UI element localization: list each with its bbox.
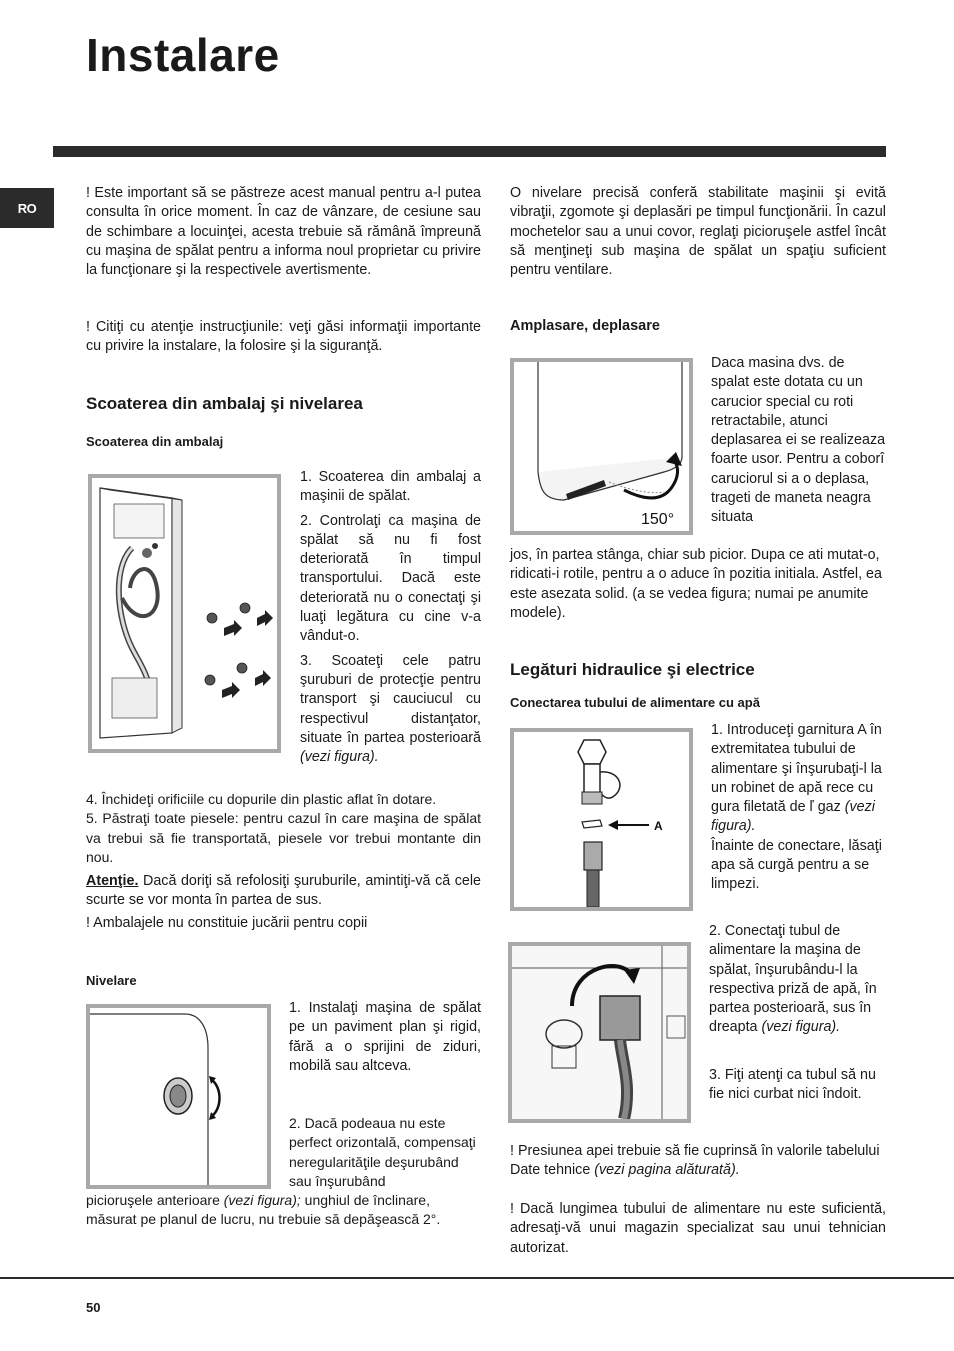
move-text-part-a: Daca masina dvs. de spalat este dotata cu un carucior special cu roti retractabile, atunci deplasarea ei se realizeaza foarte usor. Pentru a coborî caruciorul si a o deplasa, trageti de maneta neagra situata [711,355,886,526]
figure-transport-screws [88,474,281,753]
attention-note: Atenţie. Dacă doriţi să refolosiţi şuruburile, amintiţi-vă că cele scurte se vor monta în partea de sus. [86,873,481,909]
page-title: Instalare [86,29,280,81]
language-tab: RO [0,188,54,228]
section-title-unpack-level: Scoaterea din ambalaj şi nivelarea [86,394,363,413]
unpack-steps-1-3: 1. Scoaterea din ambalaj a maşinii de spălat. 2. Controlaţi ca maşina de spălat să nu fi fost deteriorată în timpul transportului. Dacă este deteriorată nu o conectaţi şi luaţi legătura cu cine v-a vândut-o. 3. Scoateţi cele patru şuruburi de protecţie pentru transport şi cauciucul cu respectivul distanţator, situate în partea posterioară (vezi figura). [300,469,481,766]
intro-note-manual: ! Este important să se păstreze acest manual pentru a-l putea consulta în orice moment. În caz de vânzare, de cesiune sau de schimbare a locuinţei, acesta trebuie să rămână împreună cu maşina de spălat pentru a informa noul proprietar cu privire la funcţionare şi la respectivele avertismente. [86,185,481,279]
level-step-2b: picioruşele anterioare (vezi figura); unghiul de înclinare, măsurat pe planul de lucru, nu trebuie să depăşească 2°. [86,1192,441,1228]
tap-gasket-illustration [514,732,689,907]
leveling-precision-text: O nivelare precisă conferă stabilitate maşinii şi evită vibraţii, zgomote şi deplasări pe timpul funcţionării. În cazul mochetelor sau a unui covor, reglaţi picioruşele astfel încât să menţineţi sub maşina de spălat un spaţiu suficient pentru ventilare. [510,185,886,279]
page-number: 50 [86,1300,101,1315]
hose-length-note: ! Dacă lungimea tubului de alimentare nu este suficientă, adresaţi-vă unui magazin specializat sau unui tehnician autorizat. [510,1201,886,1256]
leveling-foot-illustration [90,1008,267,1185]
level-step-2a: 2. Dacă podeaua nu este perfect orizontală, compensaţi neregularităţile deşurubând sau înşurubând [289,1115,476,1189]
figure-wheel-lever [510,358,693,535]
subsection-title-move: Amplasare, deplasare [510,318,660,334]
unpack-steps-4-5: 4. Închideţi orificiile cu dopurile din plastic aflat în dotare. 5. Păstraţi toate piesele: pentru cazul în care maşina de spălat va trebui să fie transportată, piesele vor trebui montante din nou. [86,791,481,865]
washer-back-illustration [92,478,277,749]
hose-connection-illustration [512,946,687,1119]
subsection-title-unpack: Scoaterea din ambalaj [86,434,224,449]
hose-step-3: 3. Fiţi atenţi ca tubul să nu fie nici curbat nici îndoit. [709,1067,876,1103]
footer-divider [0,1277,954,1279]
packaging-toys-note: ! Ambalajele nu constituie jucării pentru copii [86,915,368,931]
section-title-hydraulic: Legături hidraulice şi electrice [510,660,755,679]
gasket-label-a: A [654,819,663,833]
hose-step-1: 1. Introduceţi garnitura A în extremitatea tubului de alimentare şi înşurubaţi-l la un robinet de apă rece cu gura filetată de ľ gaz (vezi figura). Înainte de conectare, lăsaţi apa să curgă pentru a se limpezi. [711,722,882,893]
move-text-part-b: jos, în partea stânga, chiar sub picior. Dupa ce ati mutat-o, ridicati-i rotile, pentru a o aduce în pozitia initiala. Astfel, ea este asezata solid. (a se vedea figura; numai pe anumite modele). [510,547,882,621]
subsection-title-hose: Conectarea tubului de alimentare cu apă [510,695,760,710]
level-step-1: 1. Instalaţi maşina de spălat pe un paviment plan şi rigid, fără a o sprijini de ziduri, mobilă sau altceva. [289,1000,481,1074]
angle-label: 150° [641,511,675,528]
figure-leveling-foot [86,1004,271,1189]
pressure-note: ! Presiunea apei trebuie să fie cuprinsă în valorile tabelului Date tehnice (vezi pagina alăturată). [510,1143,880,1179]
subsection-title-level: Nivelare [86,973,137,988]
hose-step-2: 2. Conectaţi tubul de alimentare la maşina de spălat, înşurubându-l la respectiva priză de apă, în partea posterioară, sus în dreapta (vezi figura). [709,923,877,1036]
trolley-lever-illustration [514,362,689,531]
header-divider [53,146,886,157]
figure-tap-gasket [510,728,693,911]
figure-hose-connection [508,942,691,1123]
intro-note-read: ! Citiţi cu atenţie instrucţiunile: veţi găsi informaţii importante cu privire la instalare, la folosire şi la siguranţă. [86,319,481,355]
